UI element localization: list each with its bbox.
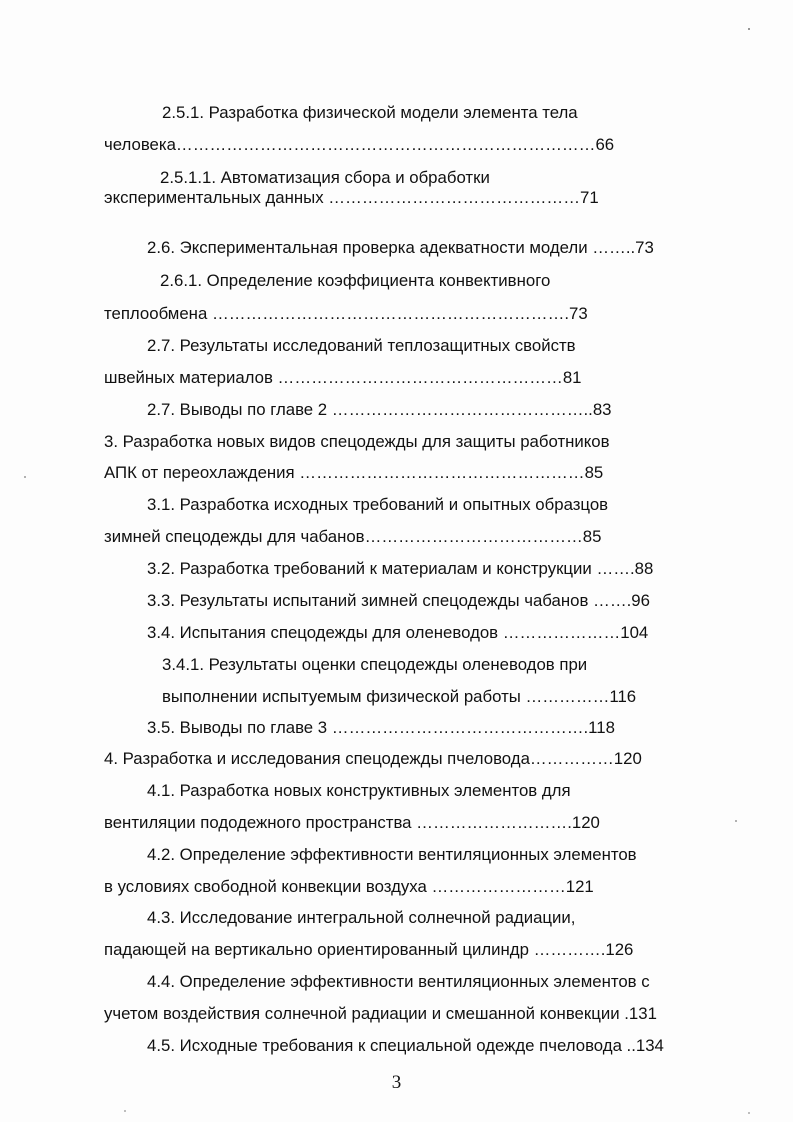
page-number: 3 xyxy=(391,1072,402,1093)
toc-line: 2.7. Результаты исследований теплозащитных свойств xyxy=(147,336,576,355)
scan-speck xyxy=(748,1112,750,1114)
scan-speck xyxy=(24,476,26,478)
toc-line: экспериментальных данных ………………………………………71 xyxy=(104,188,599,207)
toc-line: 3. Разработка новых видов спецодежды для защиты работников xyxy=(104,432,610,451)
toc-line: 2.7. Выводы по главе 2 ………………………………………..83 xyxy=(147,400,612,419)
toc-line: учетом воздействия солнечной радиации и смешанной конвекции .131 xyxy=(104,1004,657,1023)
toc-line: 4.4. Определение эффективности вентиляционных элементов с xyxy=(147,972,650,991)
toc-line: 3.3. Результаты испытаний зимней спецодежды чабанов …….96 xyxy=(147,591,650,610)
toc-line: 4.3. Исследование интегральной солнечной радиации, xyxy=(147,908,576,927)
toc-line: 3.4.1. Результаты оценки спецодежды оленеводов при xyxy=(162,655,588,674)
toc-line: вентиляции пододежного пространства ……………………….120 xyxy=(104,813,600,832)
scan-speck xyxy=(124,1110,126,1112)
toc-line: падающей на вертикально ориентированный цилиндр ………….126 xyxy=(104,940,634,959)
toc-line: в условиях свободной конвекции воздуха ……………………121 xyxy=(104,877,594,896)
toc-line: 4. Разработка и исследования спецодежды пчеловода……………120 xyxy=(104,749,642,768)
toc-line: 2.6.1. Определение коэффициента конвективного xyxy=(160,271,551,290)
toc-line: 3.1. Разработка исходных требований и опытных образцов xyxy=(147,495,609,514)
toc-line: теплообмена ……………………………………………………….73 xyxy=(104,304,588,323)
toc-line: человека…………………………………………………………………66 xyxy=(104,135,615,154)
toc-line: 3.2. Разработка требований к материалам и конструкции …….88 xyxy=(147,559,654,578)
toc-line: 4.2. Определение эффективности вентиляционных элементов xyxy=(147,845,637,864)
toc-line: 4.1. Разработка новых конструктивных элементов для xyxy=(147,781,571,800)
scan-speck xyxy=(735,820,737,822)
toc-line: АПК от переохлаждения ……………………………………………85 xyxy=(104,463,604,482)
toc-line: 2.5.1. Разработка физической модели элемента тела xyxy=(162,103,578,122)
toc-line: 3.4. Испытания спецодежды для оленеводов …………………104 xyxy=(147,623,649,642)
toc-line: выполнении испытуемым физической работы ……………116 xyxy=(162,687,637,706)
toc-line: 3.5. Выводы по главе 3 ……………………………………….118 xyxy=(147,718,615,737)
scan-speck xyxy=(748,28,750,30)
toc-line: швейных материалов ……………………………………………81 xyxy=(104,368,582,387)
toc-line: 2.6. Экспериментальная проверка адекватности модели ……..73 xyxy=(147,238,654,257)
toc-line: зимней спецодежды для чабанов…………………………………85 xyxy=(104,527,602,546)
toc-line: 4.5. Исходные требования к специальной одежде пчеловода ..134 xyxy=(147,1036,664,1055)
toc-line: 2.5.1.1. Автоматизация сбора и обработки xyxy=(160,168,490,187)
